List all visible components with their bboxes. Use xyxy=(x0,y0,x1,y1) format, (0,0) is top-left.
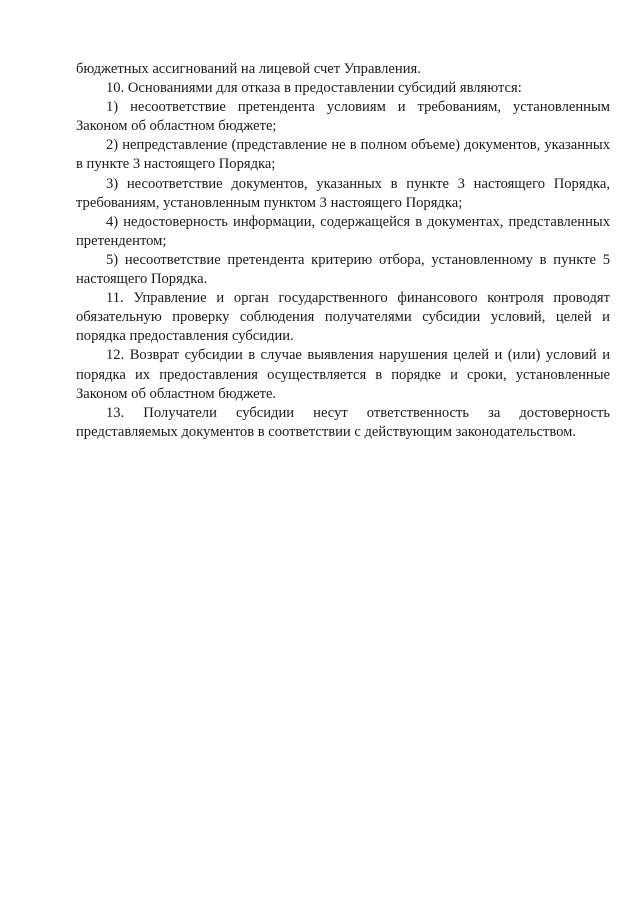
document-body xyxy=(76,60,610,442)
paragraph-continuation: бюджетных ассигнований на лицевой счет Управления. xyxy=(76,61,421,77)
paragraph-11: 11. Управление и орган государственного финансового контроля проводят обязательную проверку соблюдения получателями субсидии условий, целей и порядка предоставления субсидии. xyxy=(76,290,610,345)
paragraph-10-heading: 10. Основаниями для отказа в предоставлении субсидий являются: xyxy=(106,80,522,97)
paragraph-10-item-2: 2) непредставление (представление не в полном объеме) документов, указанных в пункте 3 настоящего Порядка; xyxy=(76,137,610,173)
paragraph-12: 12. Возврат субсидии в случае выявления нарушения целей и (или) условий и порядка их предоставления осуществляется в порядке и сроки, установленные Законом об областном бюджете. xyxy=(76,347,610,402)
paragraph-10-item-3: 3) несоответствие документов, указанных в пункте 3 настоящего Порядка, требованиям, установленным пунктом 3 настоящего Порядка; xyxy=(76,175,610,211)
paragraph-10-item-1: 1) несоответствие претендента условиям и требованиям, установленным Законом об областном бюджете; xyxy=(76,99,610,135)
paragraph-13: 13. Получатели субсидии несут ответственность за достоверность представляемых документов в соответствии с действующим законодательством. xyxy=(76,404,610,440)
paragraph-10-item-4: 4) недостоверность информации, содержащейся в документах, представленных претендентом; xyxy=(76,213,610,249)
paragraph-10-item-5: 5) несоответствие претендента критерию отбора, установленному в пункте 5 настоящего Порядка. xyxy=(76,251,610,288)
